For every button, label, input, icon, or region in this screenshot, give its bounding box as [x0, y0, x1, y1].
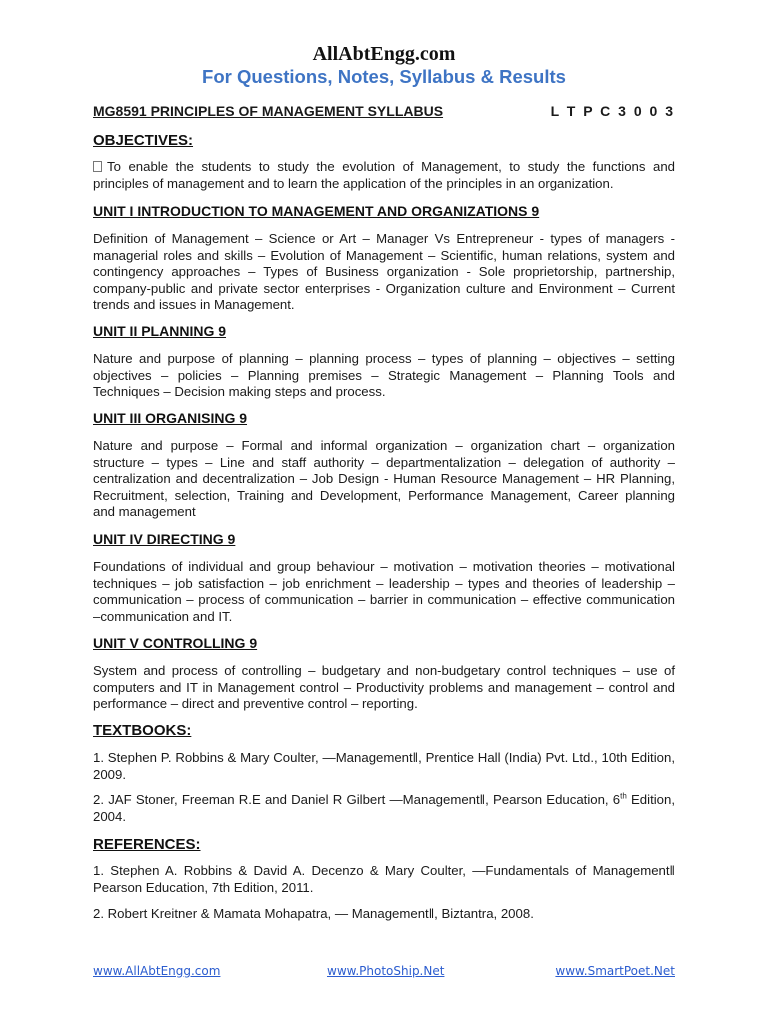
textbook-2: 2. JAF Stoner, Freeman R.E and Daniel R Gilbert ―Management‖, Pearson Education, 6th Edition, 2004.: [93, 791, 675, 824]
unit-3-text: Nature and purpose – Formal and informal organization – organization chart – organization structure – types – Line and staff authority – departmentalization – delegation of authority – centralization and decentralization – Job Design - Human Resource Management – HR Planning, Recruitment, selection, Training and Development, Performance Management, Career planning and management: [93, 438, 675, 519]
objectives-heading: OBJECTIVES:: [93, 132, 194, 149]
unit-2-text: Nature and purpose of planning – planning process – types of planning – objectives – setting objectives – policies – Planning premises – Strategic Management – Planning Tools and Techniques – Decision making steps and process.: [93, 351, 675, 399]
course-title: MG8591 PRINCIPLES OF MANAGEMENT SYLLABUS: [93, 103, 444, 119]
objectives-text: To enable the students to study the evolution of Management, to study the functions and principles of management and to learn the application of the principles in an organization.: [93, 159, 675, 191]
footer-link-smartpoet[interactable]: www.SmartPoet.Net: [555, 964, 675, 978]
reference-2: 2. Robert Kreitner & Mamata Mohapatra, ― Management‖, Biztantra, 2008.: [93, 906, 534, 921]
unit-1-heading: UNIT I INTRODUCTION TO MANAGEMENT AND ORGANIZATIONS 9: [93, 203, 540, 219]
textbooks-heading: TEXTBOOKS:: [93, 722, 192, 739]
site-tagline: For Questions, Notes, Syllabus & Results: [202, 66, 566, 87]
unit-5-heading: UNIT V CONTROLLING 9: [93, 635, 258, 651]
unit-4-heading: UNIT IV DIRECTING 9: [93, 531, 236, 547]
reference-1: 1. Stephen A. Robbins & David A. Decenzo & Mary Coulter, ―Fundamentals of Management‖ Pearson Education, 7th Edition, 2011.: [93, 863, 675, 895]
site-title: AllAbtEngg.com: [312, 43, 456, 65]
footer-link-allabtengg[interactable]: www.AllAbtEngg.com: [93, 964, 221, 978]
footer-link-photoship[interactable]: www.PhotoShip.Net: [327, 964, 445, 978]
unit-3-heading: UNIT III ORGANISING 9: [93, 410, 248, 426]
references-heading: REFERENCES:: [93, 836, 201, 853]
bullet-icon: [93, 161, 102, 172]
textbook-1: 1. Stephen P. Robbins & Mary Coulter, ―Management‖, Prentice Hall (India) Pvt. Ltd., 10th Edition, 2009.: [93, 750, 675, 782]
course-header: [93, 103, 675, 121]
unit-5-text: System and process of controlling – budgetary and non-budgetary control techniques – use of computers and IT in Management control – Productivity problems and management – control and performance – direct and preventive control – reporting.: [93, 663, 675, 711]
footer-links: [93, 964, 675, 982]
unit-2-heading: UNIT II PLANNING 9: [93, 323, 227, 339]
unit-1-text: Definition of Management – Science or Art – Manager Vs Entrepreneur - types of managers - managerial roles and skills – Evolution of Management – Scientific, human relations, system and contingency approaches – Types of Business organization - Sole proprietorship, partnership, company-public and private sector enterprises - Organization culture and Environment – Current trends and issues in Management.: [93, 231, 675, 312]
ltpc-credits: L T P C 3 0 0 3: [550, 103, 675, 119]
unit-4-text: Foundations of individual and group behaviour – motivation – motivation theories – motivational techniques – job satisfaction – job enrichment – leadership – types and theories of leadership – communication – process of communication – barrier in communication – effective communication –communication and IT.: [93, 559, 675, 624]
